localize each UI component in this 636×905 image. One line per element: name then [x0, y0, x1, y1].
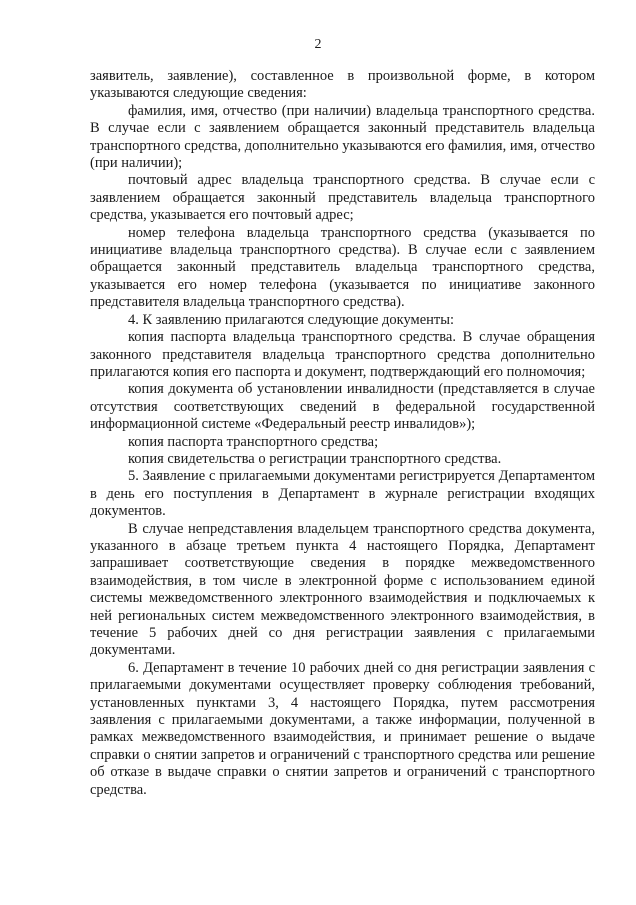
document-body	[90, 68, 595, 799]
page-number: 2	[314, 37, 322, 52]
paragraph-item-4: 4. К заявлению прилагаются следующие документы:	[128, 311, 455, 328]
paragraph-item-5: 5. Заявление с прилагаемыми документами регистрируется Департаментом в день его поступления в Департамент в журнале регистрации входящих документов.	[90, 468, 595, 520]
paragraph-disability-document: копия документа об установлении инвалидности (представляется в случае отсутствия соответствующих сведений в федеральной государственной информационной системе «Федеральный реестр инвалидов»);	[90, 381, 595, 433]
paragraph-item-6: 6. Департамент в течение 10 рабочих дней со дня регистрации заявления с прилагаемыми документами осуществляет проверку соблюдения требований, установленных пунктами 3, 4 настоящего Порядка, путем рассмотрения заявления с прилагаемыми документами, а также информации, полученной в рамках межведомственного взаимодействия, и принимает решение о выдаче справки о снятии запретов и ограничений с транспортного средства или решение об отказе в выдаче справки о снятии запретов и ограничений с транспортного средства.	[90, 659, 595, 798]
paragraph-vehicle-passport: копия паспорта транспортного средства;	[128, 433, 379, 450]
paragraph-interagency-request: В случае непредставления владельцем транспортного средства документа, указанного в абзаце третьем пункта 4 настоящего Порядка, Департамент запрашивает соответствующие сведения в порядке межведомственного взаимодействия, в том числе в электронной форме с использованием единой системы межведомственного электронного взаимодействия и подключаемых к ней региональных систем межведомственного электронного взаимодействия, в течение 5 рабочих дней со дня регистрации заявления с прилагаемыми документами.	[90, 520, 595, 659]
paragraph-phone-number: номер телефона владельца транспортного средства (указывается по инициативе владельца транспортного средства). В случае если с заявлением обращается законный представитель владельца транспортного средства, указывается его номер телефона (указывается по инициативе законного представителя владельца транспортного средства).	[90, 224, 595, 311]
paragraph-applicant-info: заявитель, заявление), составленное в произвольной форме, в котором указываются следующие сведения:	[90, 68, 595, 102]
paragraph-owner-name: фамилия, имя, отчество (при наличии) владельца транспортного средства. В случае если с заявлением обращается законный представитель владельца транспортного средства, дополнительно указываются его фамилия, имя, отчество (при наличии);	[90, 102, 595, 172]
paragraph-passport-copy: копия паспорта владельца транспортного средства. В случае обращения законного представителя владельца транспортного средства дополнительно прилагаются копия его паспорта и документ, подтверждающий его полномочия;	[90, 329, 595, 380]
paragraph-postal-address: почтовый адрес владельца транспортного средства. В случае если с заявлением обращается законный представитель владельца транспортного средства, указывается его почтовый адрес;	[90, 172, 595, 224]
paragraph-registration-certificate: копия свидетельства о регистрации транспортного средства.	[128, 450, 502, 467]
